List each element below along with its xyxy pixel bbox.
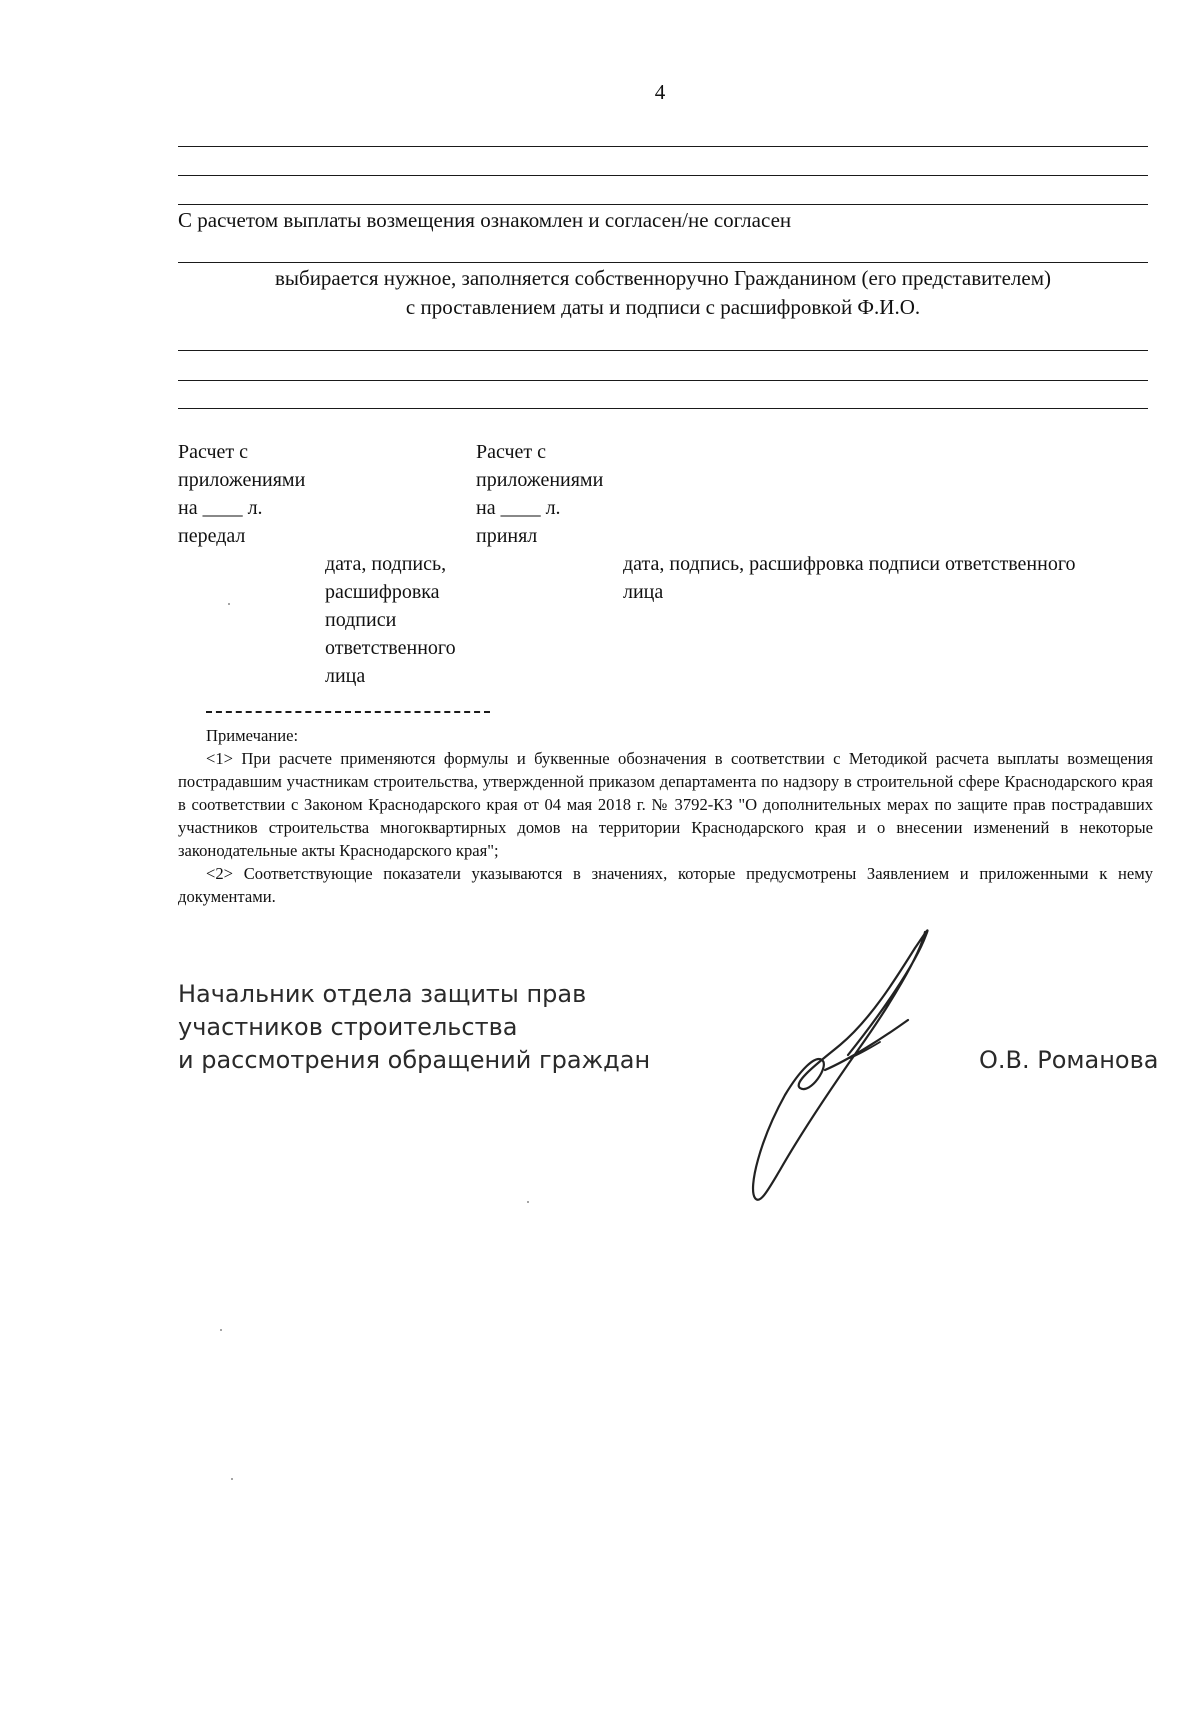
position-line-3: и рассмотрения обращений граждан [178, 1046, 651, 1074]
blank-line [178, 350, 1148, 351]
signature-fill-line [178, 262, 1148, 263]
instruction-line-1: выбирается нужное, заполняется собственноручно Гражданином (его представителем) [274, 266, 1051, 290]
footnotes [178, 724, 1153, 908]
caption-line: дата, подпись, [325, 553, 447, 575]
blank-line [178, 380, 1148, 381]
page-number: 4 [654, 80, 666, 104]
handover-sent-line-1: Расчет с [178, 441, 249, 463]
position-line-2: участников строительства [178, 1013, 518, 1041]
caption-line: лица [325, 665, 366, 687]
handover-received-caption [623, 550, 1076, 606]
caption-line: лица [623, 581, 664, 603]
scan-speck [527, 1201, 529, 1203]
caption-line: дата, подпись, расшифровка подписи ответственного [623, 553, 1076, 575]
scan-speck [228, 603, 230, 605]
handover-received-label: принял [476, 525, 538, 547]
instruction-line-2: с проставлением даты и подписи с расшифровкой Ф.И.О. [405, 295, 921, 319]
blank-line [178, 146, 1148, 147]
footnote-separator [206, 711, 490, 713]
scan-speck [220, 1329, 222, 1331]
blank-line [178, 408, 1148, 409]
handover-sent-caption [325, 550, 456, 690]
handover-sent-line-2: приложениями [178, 469, 306, 491]
signatory-name: О.В. Романова [979, 1046, 1159, 1074]
handover-sent-label: передал [178, 525, 246, 547]
footnote-2: <2> Соответствующие показатели указываются в значениях, которые предусмотрены Заявлением и приложенными к нему документами. [178, 864, 1153, 906]
caption-line: расшифровка [325, 581, 440, 603]
handover-received-sheets: на ____ л. [476, 497, 561, 519]
handover-received-line-1: Расчет с [476, 441, 547, 463]
handover-received-block [476, 438, 603, 550]
handwritten-signature [730, 920, 950, 1210]
footnotes-heading: Примечание: [206, 726, 299, 745]
caption-line: подписи [325, 609, 397, 631]
signatory-position [178, 978, 650, 1077]
caption-line: ответственного [325, 637, 456, 659]
scan-speck [231, 1478, 233, 1480]
position-line-1: Начальник отдела защиты прав [178, 980, 587, 1008]
handover-sent-sheets: на ____ л. [178, 497, 263, 519]
blank-line [178, 204, 1148, 205]
fill-instruction [178, 264, 1148, 322]
footnote-1: <1> При расчете применяются формулы и буквенные обозначения в соответствии с Методикой расчета выплаты возмещения пострадавшим участникам строительства, утвержденной приказом департамента по надзору в строительной сфере Краснодарского края в соответствии с Законом Краснодарского края от 04 мая 2018 г. № 3792-КЗ "О дополнительных мерах по защите прав пострадавших участников строительства многоквартирных домов на территории Краснодарского края и о внесении изменений в некоторые законодательные акты Краснодарского края"; [178, 749, 1153, 860]
handover-received-line-2: приложениями [476, 469, 604, 491]
agreement-statement: С расчетом выплаты возмещения ознакомлен и согласен/не согласен [178, 208, 792, 232]
blank-line [178, 175, 1148, 176]
handover-sent-block [178, 438, 305, 550]
